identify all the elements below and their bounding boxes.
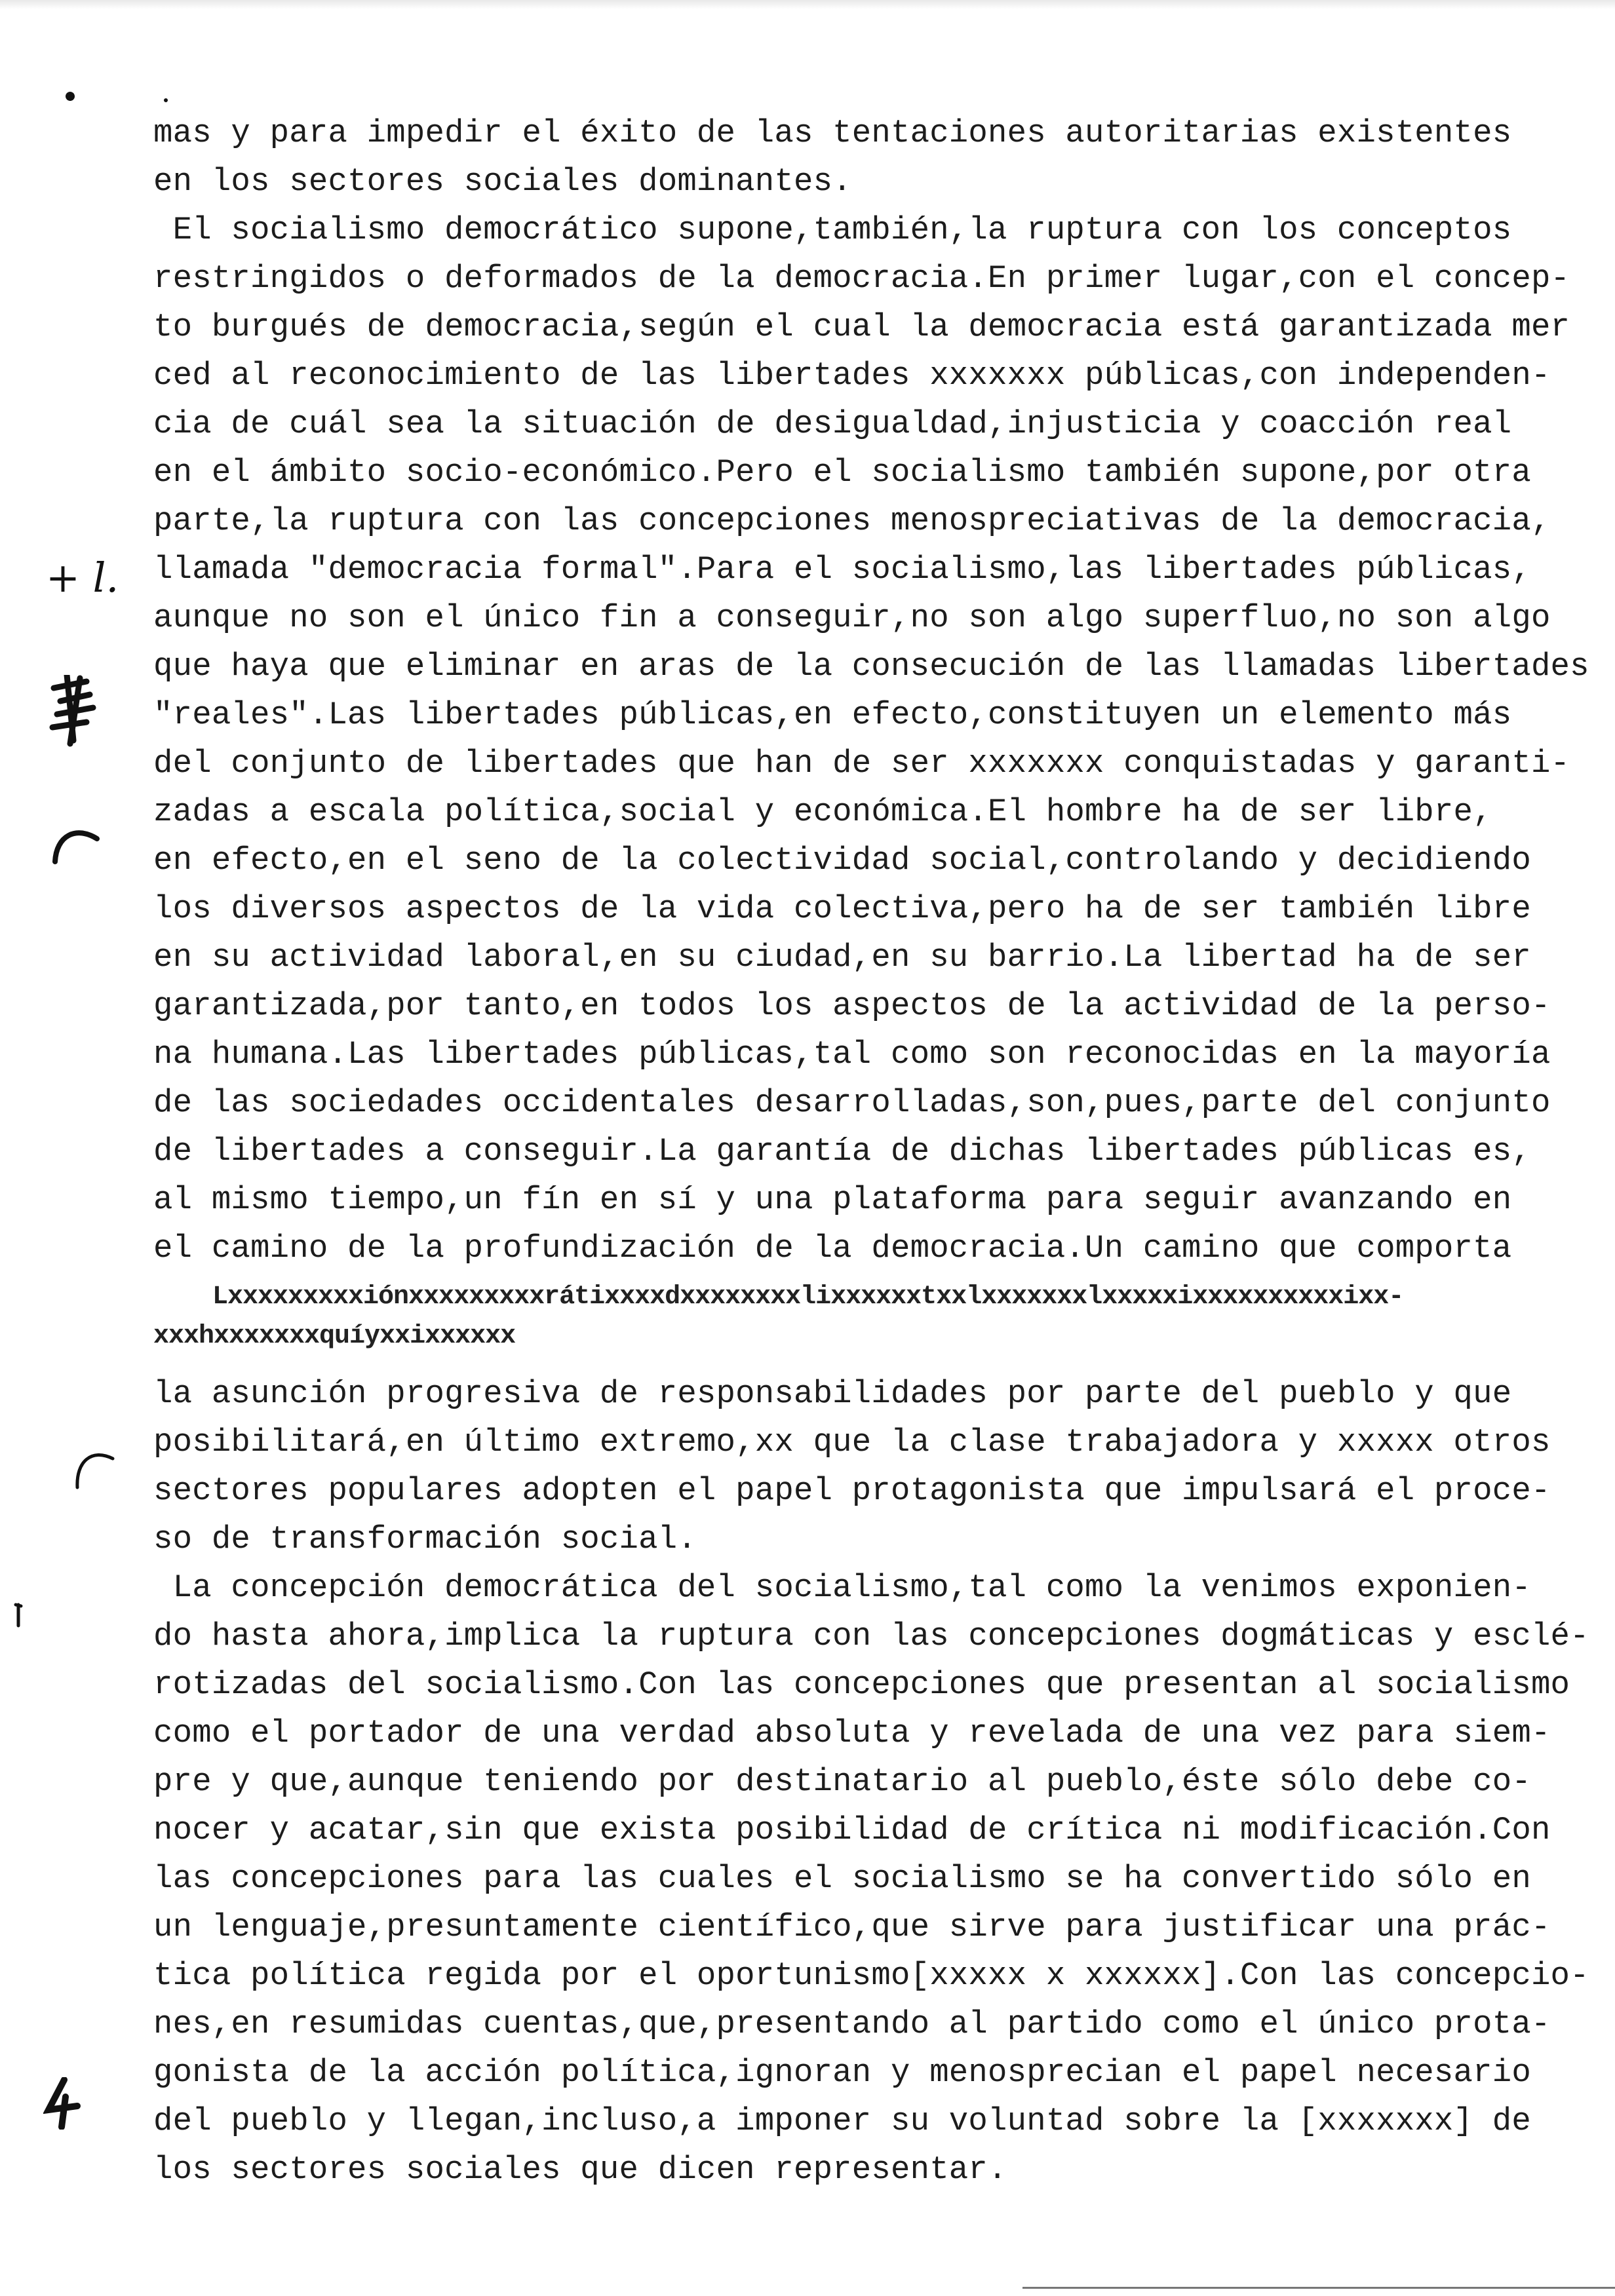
margin-arc-mark-middle bbox=[72, 1442, 118, 1491]
margin-scribble-mark bbox=[47, 675, 100, 747]
text-line: del conjunto de libertades que han de ser xxxxxxx conquistadas y garanti- bbox=[153, 745, 1570, 782]
text-line: ced al reconocimiento de las libertades xxxxxxx públicas,con independen- bbox=[153, 357, 1551, 394]
text-line: restringidos o deformados de la democracia.En primer lugar,con el concep- bbox=[153, 260, 1570, 297]
text-line: aunque no son el único fin a conseguir,no son algo superfluo,no son algo bbox=[153, 600, 1551, 636]
margin-tick-mark bbox=[64, 90, 76, 102]
text-line: del pueblo y llegan,incluso,a imponer su voluntad sobre la [xxxxxxx] de bbox=[153, 2103, 1531, 2139]
text-line: sectores populares adopten el papel protagonista que impulsará el proce- bbox=[153, 1472, 1551, 1509]
struck-text-line: xxxhxxxxxxxquíyxxixxxxxx bbox=[153, 1322, 516, 1351]
text-line: un lenguaje,presuntamente científico,que sirve para justificar una prác- bbox=[153, 1909, 1551, 1945]
page-bottom-rule bbox=[1022, 2287, 1615, 2289]
text-line: garantizada,por tanto,en todos los aspectos de la actividad de la perso- bbox=[153, 987, 1551, 1024]
text-line: El socialismo democrático supone,también,la ruptura con los conceptos bbox=[153, 212, 1512, 248]
margin-arc-mark-top bbox=[50, 822, 102, 868]
page-top-edge bbox=[0, 0, 1615, 9]
text-line: nocer y acatar,sin que exista posibilidad de crítica ni modificación.Con bbox=[153, 1812, 1551, 1848]
text-line: parte,la ruptura con las concepciones menospreciativas de la democracia, bbox=[153, 503, 1551, 539]
margin-handwritten-annotation: + l. bbox=[46, 554, 119, 602]
text-line: que haya que eliminar en aras de la consecución de las llamadas libertades bbox=[153, 648, 1589, 685]
text-line: las concepciones para las cuales el socialismo se ha convertido sólo en bbox=[153, 1860, 1531, 1897]
text-line: en el ámbito socio-económico.Pero el socialismo también supone,por otra bbox=[153, 454, 1531, 491]
margin-dot-mark bbox=[164, 98, 168, 102]
text-line: gonista de la acción política,ignoran y menosprecian el papel necesario bbox=[153, 2054, 1531, 2091]
struck-text-line: Lxxxxxxxxxiónxxxxxxxxxrátixxxxdxxxxxxxxlixxxxxxtxxlxxxxxxxlxxxxxixxxxxxxxxxixx- bbox=[212, 1282, 1404, 1312]
text-line: los sectores sociales que dicen representar. bbox=[153, 2151, 1007, 2188]
text-line: el camino de la profundización de la democracia.Un camino que comporta bbox=[153, 1230, 1512, 1267]
margin-small-tick bbox=[12, 1602, 28, 1628]
text-line: de las sociedades occidentales desarrolladas,son,pues,parte del conjunto bbox=[153, 1084, 1551, 1121]
text-line: do hasta ahora,implica la ruptura con las concepciones dogmáticas y esclé- bbox=[153, 1618, 1589, 1655]
text-line: de libertades a conseguir.La garantía de dichas libertades públicas es, bbox=[153, 1133, 1531, 1170]
text-line: al mismo tiempo,un fín en sí y una plataforma para seguir avanzando en bbox=[153, 1181, 1512, 1218]
text-line: en efecto,en el seno de la colectividad social,controlando y decidiendo bbox=[153, 842, 1531, 879]
text-line: tica política regida por el oportunismo[xxxxx x xxxxxx].Con las concepcio- bbox=[153, 1957, 1589, 1994]
text-line: to burgués de democracia,según el cual la democracia está garantizada mer bbox=[153, 309, 1570, 345]
text-line: los diversos aspectos de la vida colectiva,pero ha de ser también libre bbox=[153, 890, 1531, 927]
text-line: na humana.Las libertades públicas,tal como son reconocidas en la mayoría bbox=[153, 1036, 1551, 1073]
text-line: cia de cuál sea la situación de desigualdad,injusticia y coacción real bbox=[153, 406, 1512, 442]
text-line: mas y para impedir el éxito de las tentaciones autoritarias existentes bbox=[153, 115, 1512, 151]
text-line: pre y que,aunque teniendo por destinatario al pueblo,éste sólo debe co- bbox=[153, 1763, 1531, 1800]
text-line: rotizadas del socialismo.Con las concepciones que presentan al socialismo bbox=[153, 1666, 1570, 1703]
text-line: en su actividad laboral,en su ciudad,en su barrio.La libertad ha de ser bbox=[153, 939, 1531, 976]
text-line: so de transformación social. bbox=[153, 1521, 697, 1558]
text-line: nes,en resumidas cuentas,que,presentando al partido como el único prota- bbox=[153, 2006, 1551, 2042]
text-line: en los sectores sociales dominantes. bbox=[153, 163, 852, 200]
text-line: zadas a escala política,social y económica.El hombre ha de ser libre, bbox=[153, 794, 1492, 830]
text-line: posibilitará,en último extremo,xx que la clase trabajadora y xxxxx otros bbox=[153, 1424, 1551, 1461]
text-line: "reales".Las libertades públicas,en efecto,constituyen un elemento más bbox=[153, 697, 1512, 733]
text-line: llamada "democracia formal".Para el socialismo,las libertades públicas, bbox=[153, 551, 1531, 588]
text-line: la asunción progresiva de responsabilidades por parte del pueblo y que bbox=[153, 1375, 1512, 1412]
margin-arrow-mark bbox=[43, 2077, 83, 2130]
text-line: como el portador de una verdad absoluta y revelada de una vez para siem- bbox=[153, 1715, 1551, 1751]
text-line: La concepción democrática del socialismo,tal como la venimos exponien- bbox=[153, 1569, 1531, 1606]
